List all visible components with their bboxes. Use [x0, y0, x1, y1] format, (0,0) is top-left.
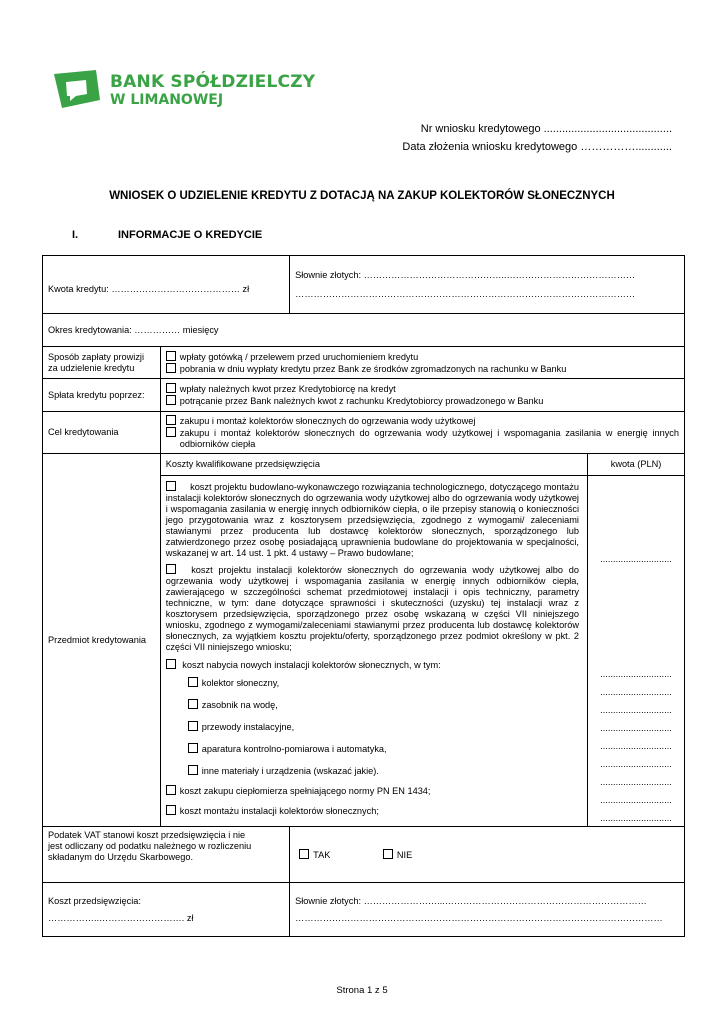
- bank-logo-icon: [52, 70, 102, 108]
- vat-row: [43, 827, 685, 883]
- checkbox[interactable]: [166, 395, 176, 405]
- checkbox[interactable]: [166, 351, 176, 361]
- amount-header: kwota (PLN): [587, 454, 684, 476]
- checkbox[interactable]: [166, 481, 176, 491]
- fee-label: Sposób zapłaty prowizji za udzielenie kredytu: [43, 347, 161, 379]
- amount-sub1[interactable]: ............................: [600, 687, 672, 697]
- bank-logo: [52, 68, 316, 112]
- vat-options: [290, 827, 685, 883]
- page-number: Strona 1 z 5: [336, 985, 388, 996]
- checkbox[interactable]: [166, 785, 176, 795]
- checkbox[interactable]: [188, 699, 198, 709]
- repayment-option-deduction[interactable]: potrącanie przez Bank należnych kwot z rachunku Kredytobiorcy prowadzonego w Banku: [166, 395, 679, 407]
- section-heading: [72, 229, 262, 241]
- fee-row: [43, 347, 685, 379]
- checkbox[interactable]: [188, 677, 198, 687]
- fee-option-cash[interactable]: wpłaty gotówką / przelewem przed uruchomieniem kredytu: [166, 351, 679, 363]
- purpose-options: [160, 412, 684, 454]
- section-label: INFORMACJE O KREDYCIE: [118, 229, 263, 241]
- checkbox[interactable]: [188, 721, 198, 731]
- sub-pipes[interactable]: przewody instalacyjne,: [166, 721, 579, 733]
- purpose-option-water-heating[interactable]: zakupu i montaż kolektorów słonecznych do ogrzewania wody użytkowej i wspomagania zasilania w energię innych odbiorników ciepła: [166, 427, 679, 450]
- cost-project-construction[interactable]: koszt projektu budowlano-wykonawczego rozwiązania technologicznego, dotyczącego montażu instalacji kolektorów słonecznych do ogrzewania wody użytkowej albo do ogrzewania wody użytkowej i wspomagania zasilania w energię innych odbiorników ciepła, o ile przepisy stanowią o konieczności jego przygotowania wraz z kosztorysem przedsięwzięcia, zgodnego z wymogami/ zaleceniami stawianymi przez producenta lub dostawcę kolektorów słonecznych, sporządzonego lub zatwierdzonego przez osobę posiadającą uprawnienia budowlane do projektowania w specjalności, wskazanej w art. 14 ust. 1 pkt. 4 ustawy – Prawo budowlane;: [165, 482, 579, 558]
- subject-label: Przedmiot kredytowania: [43, 454, 161, 827]
- costs-header: Koszty kwalifikowane przedsięwzięcia: [160, 454, 587, 476]
- sub-collector[interactable]: kolektor słoneczny,: [166, 677, 579, 689]
- credit-amount-field[interactable]: Kwota kredytu: …………………………………… zł: [43, 256, 290, 314]
- checkbox[interactable]: [166, 415, 176, 425]
- purpose-label: Cel kredytowania: [43, 412, 161, 454]
- amount-sub4[interactable]: ............................: [600, 741, 672, 751]
- sub-tank[interactable]: zasobnik na wodę,: [166, 699, 579, 711]
- sub-other[interactable]: inne materiały i urządzenia (wskazać jakie).: [166, 765, 579, 777]
- checkbox[interactable]: [166, 659, 176, 669]
- logo-line1: BANK SPÓŁDZIELCZY: [110, 72, 316, 92]
- cost-assembly[interactable]: koszt montażu instalacji kolektorów słonecznych;: [166, 805, 579, 817]
- fee-option-deduction[interactable]: pobrania w dniu wypłaty kredytu przez Bank ze środków zgromadzonych na rachunku w Banku: [166, 363, 679, 375]
- repayment-row: [43, 379, 685, 412]
- checkbox[interactable]: [166, 564, 176, 574]
- purpose-option-water[interactable]: zakupu i montaż kolektorów słonecznych do ogrzewania wody użytkowej: [166, 415, 679, 427]
- project-cost-field[interactable]: Koszt przedsięwzięcia: ……………..………………………. zł: [43, 883, 290, 937]
- fee-options: [160, 347, 684, 379]
- subject-header-row: [43, 454, 685, 476]
- checkbox[interactable]: [188, 743, 198, 753]
- vat-option-no[interactable]: NIE: [383, 850, 412, 860]
- costs-list: [160, 476, 587, 827]
- amount-sub5[interactable]: ............................: [600, 759, 672, 769]
- checkbox[interactable]: [166, 427, 176, 437]
- amount-cost1[interactable]: ............................: [600, 554, 672, 564]
- sub-automation[interactable]: aparatura kontrolno-pomiarowa i automatyka,: [166, 743, 579, 755]
- amount-cost3[interactable]: ............................: [600, 669, 672, 679]
- application-number: Nr wniosku kredytowego ..........................................: [420, 123, 672, 135]
- credit-period-field[interactable]: Okres kredytowania: …………… miesięcy: [43, 314, 685, 347]
- amount-words-field[interactable]: Słownie złotych: ………………………………………..…………………………………… …………………………………………………………………………………………………: [290, 256, 685, 314]
- cost-heat-meter[interactable]: koszt zakupu ciepłomierza spełniającego normy PN EN 1434;: [166, 785, 579, 797]
- credit-info-table: [42, 255, 685, 937]
- amount-row: [43, 256, 685, 314]
- document-title: WNIOSEK O UDZIELENIE KREDYTU Z DOTACJĄ NA ZAKUP KOLEKTORÓW SŁONECZNYCH: [109, 190, 615, 202]
- checkbox[interactable]: [166, 363, 176, 373]
- checkbox[interactable]: [383, 849, 393, 859]
- checkbox[interactable]: [188, 765, 198, 775]
- submission-date: Data złożenia wniosku kredytowego ……………............: [402, 141, 672, 153]
- amount-sub6[interactable]: ............................: [600, 777, 672, 787]
- amount-cost5[interactable]: ............................: [600, 813, 672, 823]
- cost-purchase-installation[interactable]: koszt nabycia nowych instalacji kolektorów słonecznych, w tym:: [166, 659, 579, 671]
- amount-sub2[interactable]: ............................: [600, 705, 672, 715]
- vat-option-yes[interactable]: TAK: [299, 850, 330, 860]
- project-cost-words-field[interactable]: Słownie złotych: ……………………...………………………………………………………… …………………………………………………………………………………………………………: [290, 883, 685, 937]
- amounts-column: [587, 476, 684, 827]
- cost-row: [43, 883, 685, 937]
- amount-sub3[interactable]: ............................: [600, 723, 672, 733]
- checkbox[interactable]: [166, 383, 176, 393]
- cost-project-installation[interactable]: koszt projektu instalacji kolektorów słonecznych do ogrzewania wody użytkowej albo do ogrzewania wody użytkowej i wspomagania zasilania w energię innych odbiorników ciepła, zawierającego w szczególności schemat przedmiotowej instalacji i opis techniczny, parametry techniczne, w tym: dane dotyczące sprawności i skuteczności (uzysku) tej instalacji wraz z kosztorysem przedsięwzięcia, sporządzonego przez osobę wskazaną w części VII niniejszego wniosku, zgodnego z wymogami/zaleceniami stawianymi przez producenta lub dostawcę kolektorów słonecznych, za wyjątkiem kosztu projektu/oferty, sporządzonego przez podmiot określony w pkt. 2 części VII niniejszego wniosku;: [165, 565, 579, 652]
- section-number: I.: [72, 229, 79, 241]
- logo-line2: W LIMANOWEJ: [110, 92, 224, 108]
- purpose-row: [43, 412, 685, 454]
- amount-cost4[interactable]: ............................: [600, 795, 672, 805]
- checkbox[interactable]: [166, 805, 176, 815]
- vat-label: Podatek VAT stanowi koszt przedsięwzięcia i nie jest odliczany od podatku należnego w rozliczeniu składanym do Urzędu Skarbowego.: [43, 827, 290, 883]
- repayment-option-payments[interactable]: wpłaty należnych kwot przez Kredytobiorcę na kredyt: [166, 383, 679, 395]
- period-row: [43, 314, 685, 347]
- repayment-options: [160, 379, 684, 412]
- repayment-label: Spłata kredytu poprzez:: [43, 379, 161, 412]
- checkbox[interactable]: [299, 849, 309, 859]
